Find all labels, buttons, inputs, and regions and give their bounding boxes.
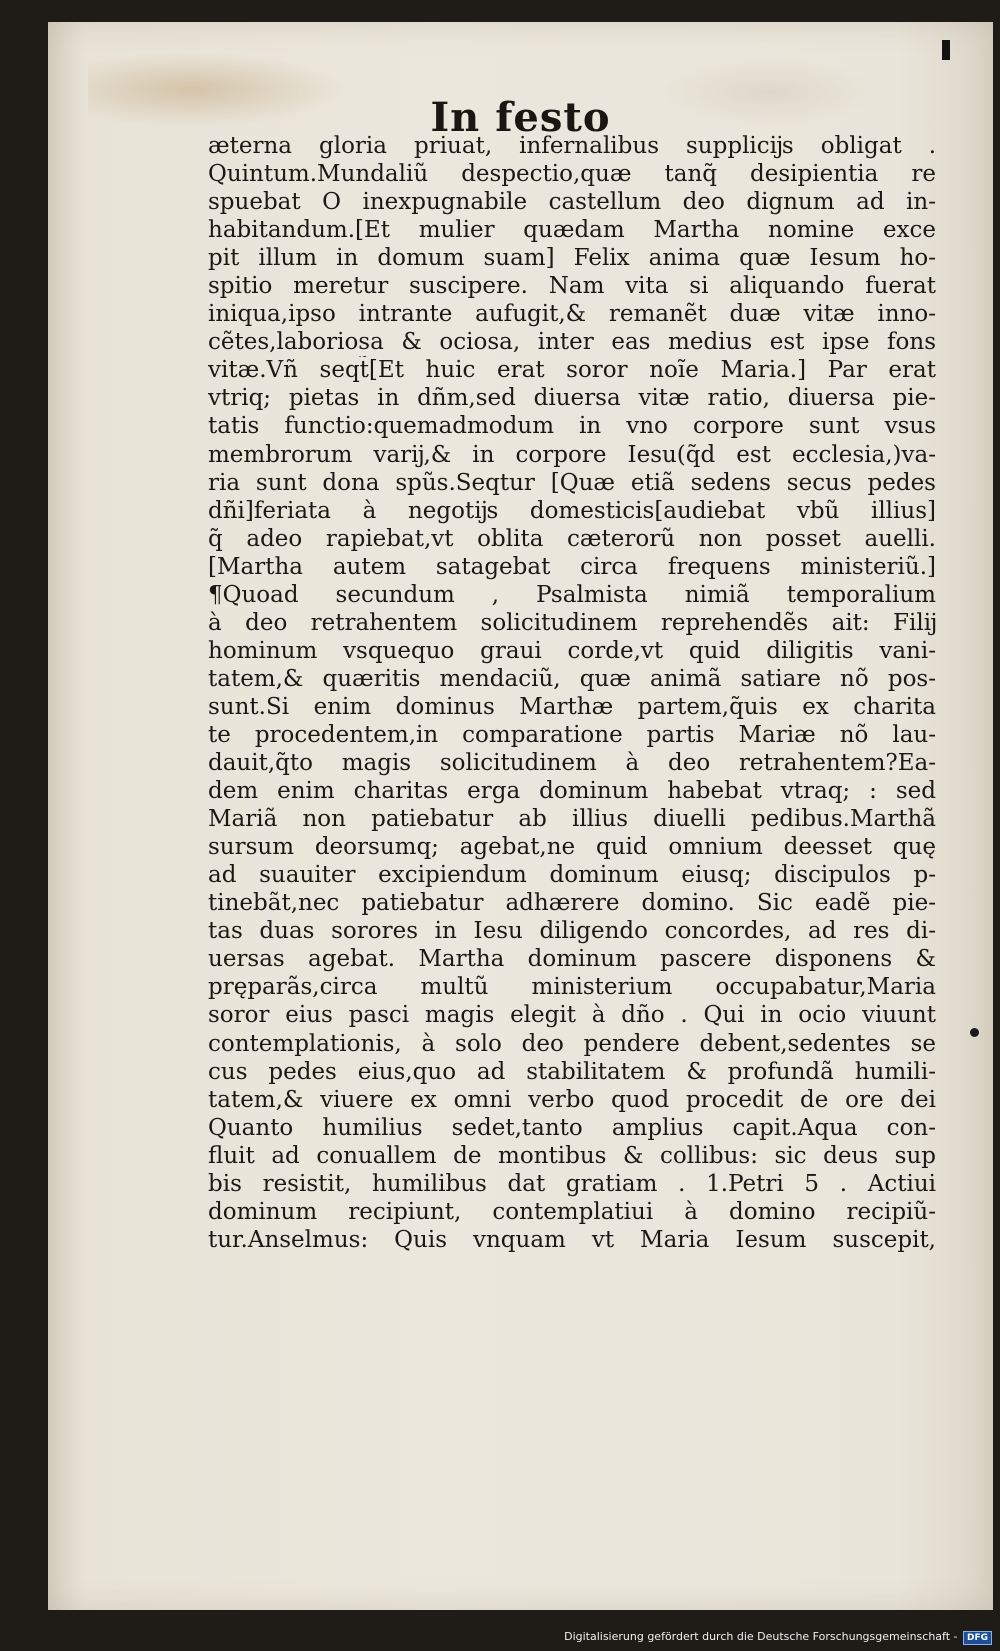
text-line: tatem,& quæritis mendaciũ, quæ animã satiare nõ pos- bbox=[208, 665, 936, 692]
body-text bbox=[208, 132, 936, 1254]
text-line: ¶Quoad secundum , Psalmista nimiã temporalium bbox=[208, 581, 936, 608]
footer-credit bbox=[564, 1630, 992, 1645]
text-line: contemplationis, à solo deo pendere debent,sedentes se bbox=[208, 1030, 936, 1057]
footer-text: Digitalisierung gefördert durch die Deutsche Forschungsgemeinschaft - bbox=[564, 1630, 958, 1643]
text-line: soror eius pasci magis elegit à dño . Qui in ocio viuunt bbox=[208, 1002, 936, 1029]
text-line: q̃ adeo rapiebat,vt oblita cæterorũ non posset auelli. bbox=[208, 525, 936, 552]
text-line: cus pedes eius,quo ad stabilitatem & profundã humili- bbox=[208, 1058, 936, 1085]
text-line: dauit,q̃to magis solicitudinem à deo retrahentem?Ea- bbox=[208, 750, 936, 777]
text-line: habitandum.[Et mulier quædam Martha nomine exce bbox=[208, 217, 936, 244]
dfg-logo: DFG bbox=[963, 1631, 992, 1645]
text-line: dominum recipiunt, contemplatiui à domino recipiũ- bbox=[208, 1198, 936, 1225]
text-line: spitio meretur suscipere. Nam vita si aliquando fuerat bbox=[208, 273, 936, 300]
text-line: Mariã non patiebatur ab illius diuelli pedibus.Marthã bbox=[208, 806, 936, 833]
text-line: bis resistit, humilibus dat gratiam . 1.Petri 5 . Actiui bbox=[208, 1170, 936, 1197]
text-line: spuebat O inexpugnabile castellum deo dignum ad in- bbox=[208, 189, 936, 216]
text-line: sursum deorsumq; agebat,ne quid omnium deesset quę bbox=[208, 834, 936, 861]
text-line: pit illum in domum suam] Felix anima quæ Iesum ho- bbox=[208, 245, 936, 272]
text-line: vitæ.Vñ seqt̃[Et huic erat soror noĩe Maria.] Par erat bbox=[208, 357, 936, 384]
text-line: hominum vsquequo graui corde,vt quid diligitis vani- bbox=[208, 637, 936, 664]
text-line: cẽtes,laboriosa & ociosa, inter eas medius est ipse fons bbox=[208, 329, 936, 356]
text-line: te procedentem,in comparatione partis Mariæ nõ lau- bbox=[208, 721, 936, 748]
text-line: tas duas sorores in Iesu diligendo concordes, ad res di- bbox=[208, 918, 936, 945]
running-header: In festo bbox=[430, 94, 611, 141]
text-line: tatem,& viuere ex omni verbo quod procedit de ore dei bbox=[208, 1086, 936, 1113]
text-line: tur.Anselmus: Quis vnquam vt Maria Iesum suscepit, bbox=[208, 1226, 936, 1253]
text-line: Quintum.Mundaliũ despectio,quæ tanq̃ desipientia re bbox=[208, 161, 936, 188]
text-line: à deo retrahentem solicitudinem reprehendẽs ait: Filĳ bbox=[208, 609, 936, 636]
text-line: Quanto humilius sedet,tanto amplius capit.Aqua con- bbox=[208, 1114, 936, 1141]
page-tab-marker bbox=[942, 40, 950, 60]
text-line: dñi]feriata à negotĳs domesticis[audiebat vbũ illius] bbox=[208, 497, 936, 524]
margin-dot bbox=[970, 1028, 979, 1037]
text-line: ad suauiter excipiendum dominum eiusq; discipulos p- bbox=[208, 862, 936, 889]
text-line: tatis functio:quemadmodum in vno corpore sunt vsus bbox=[208, 413, 936, 440]
text-line: uersas agebat. Martha dominum pascere disponens & bbox=[208, 946, 936, 973]
text-line: iniqua,ipso intrante aufugit,& remanẽt duæ vitæ inno- bbox=[208, 301, 936, 328]
text-line: vtriq; pietas in dñm,sed diuersa vitæ ratio, diuersa pie- bbox=[208, 385, 936, 412]
text-line: sunt.Si enim dominus Marthæ partem,q̃uis ex charita bbox=[208, 693, 936, 720]
text-line: pręparãs,circa multũ ministerium occupabatur,Maria bbox=[208, 974, 936, 1001]
text-line: membrorum varĳ,& in corpore Iesu(q̃d est ecclesia,)va- bbox=[208, 441, 936, 468]
text-line: æterna gloria priuat, infernalibus supplicĳs obligat . bbox=[208, 133, 936, 159]
text-line: fluit ad conuallem de montibus & collibus: sic deus sup bbox=[208, 1142, 936, 1169]
text-line: [Martha autem satagebat circa frequens ministeriũ.] bbox=[208, 553, 936, 580]
text-line: ria sunt dona spũs.Seqtur [Quæ etiã sedens secus pedes bbox=[208, 469, 936, 496]
text-line: dem enim charitas erga dominum habebat vtraq; : sed bbox=[208, 778, 936, 805]
text-line: tinebãt,nec patiebatur adhærere domino. Sic eadẽ pie- bbox=[208, 890, 936, 917]
